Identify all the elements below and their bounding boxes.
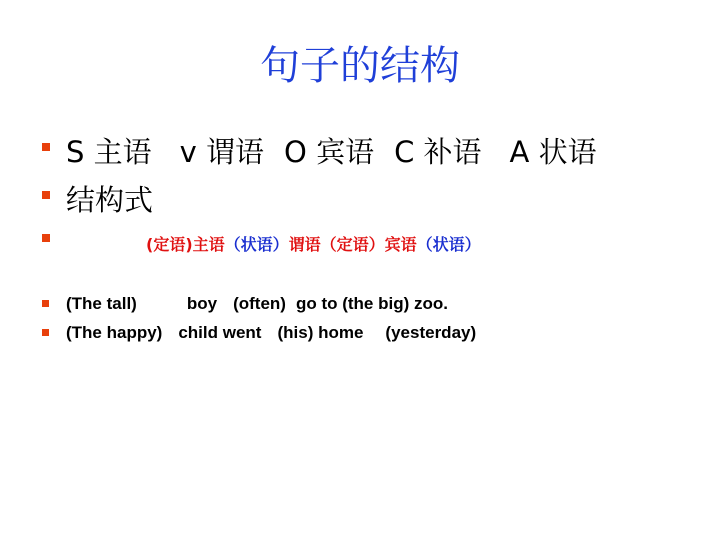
verb-label: v 谓语 bbox=[179, 135, 265, 169]
example1-part-c: (often) bbox=[233, 294, 286, 313]
example-sentence-1 bbox=[66, 294, 448, 314]
object-label: O 宾语 bbox=[284, 135, 375, 169]
bullet-icon bbox=[42, 191, 50, 199]
bullet-icon bbox=[42, 234, 50, 242]
example2-part-a: (The happy) bbox=[66, 323, 163, 342]
adverbial-label: A 状语 bbox=[509, 135, 597, 169]
example1-part-a: (The tall) bbox=[66, 294, 137, 313]
example2-part-b: child went bbox=[178, 323, 262, 342]
grammar-components-line bbox=[66, 130, 597, 171]
bullet-icon bbox=[42, 143, 50, 151]
bullet-icon bbox=[42, 300, 49, 307]
subject-label: S 主语 bbox=[66, 135, 152, 169]
structure-heading: 结构式 bbox=[66, 183, 154, 217]
slide-title: 句子的结构 bbox=[260, 43, 460, 89]
structure-formula bbox=[146, 232, 481, 255]
example2-part-c: (his) home bbox=[277, 323, 364, 342]
example1-part-d: go to (the big) zoo. bbox=[295, 294, 448, 313]
example-sentence-2 bbox=[66, 323, 476, 343]
bullet-icon bbox=[42, 329, 49, 336]
formula-part-2: （状语） bbox=[224, 235, 289, 254]
example2-part-d: (yesterday) bbox=[385, 323, 477, 342]
formula-part-1: (定语)主语 bbox=[146, 235, 225, 254]
complement-label: C 补语 bbox=[394, 135, 482, 169]
example1-part-b: boy bbox=[186, 294, 218, 313]
formula-part-4: （状语） bbox=[416, 235, 481, 254]
formula-part-3: 谓语（定语）宾语 bbox=[288, 235, 417, 254]
